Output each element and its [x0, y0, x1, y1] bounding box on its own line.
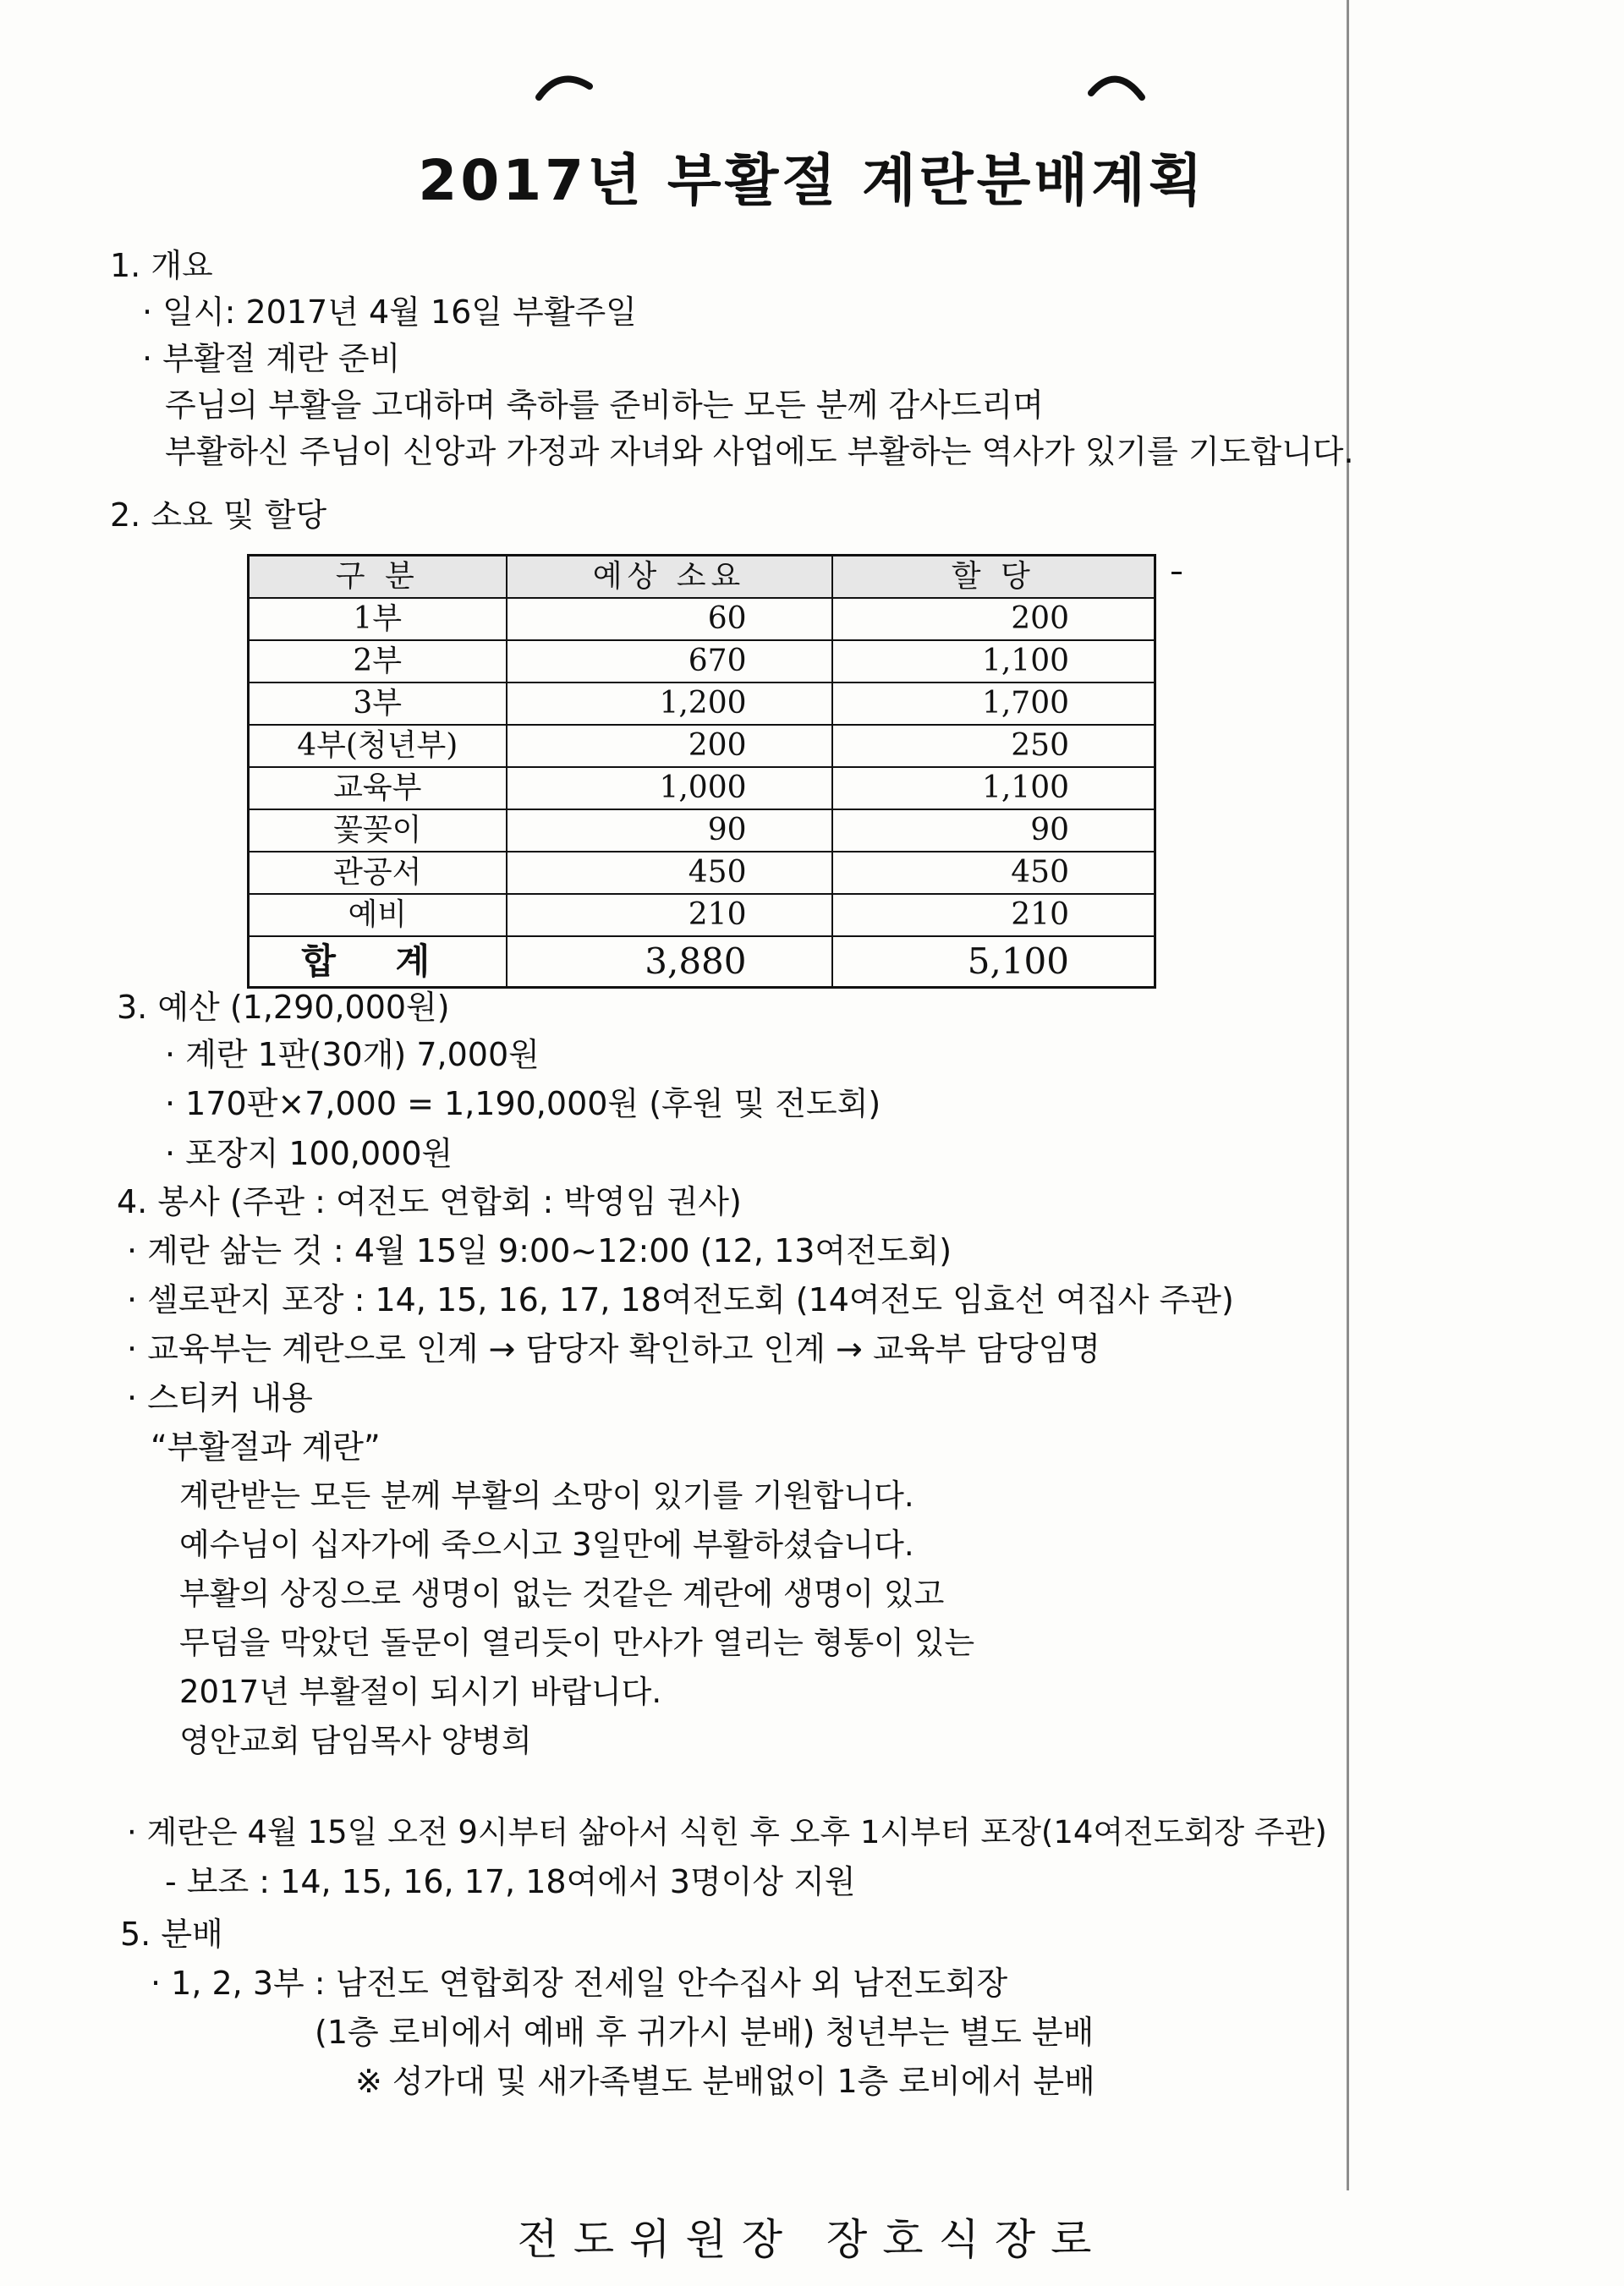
row-category: 1부 — [249, 598, 507, 640]
table-header-row — [249, 556, 1155, 599]
overview-prep: · 부활절 계란 준비 — [142, 340, 401, 377]
section-1-heading: 1. 개요 — [110, 247, 213, 284]
sticker-signature: 영안교회 담임목사 양병희 — [179, 1723, 532, 1759]
row-need: 90 — [507, 809, 832, 852]
distribution-item-1: · 1, 2, 3부 : 남전도 연합회장 전세일 안수집사 외 남전도회장 — [151, 1965, 1008, 2002]
row-need: 670 — [507, 640, 832, 683]
row-alloc: 200 — [832, 598, 1155, 640]
table-row — [249, 725, 1155, 767]
budget-item-2: · 170판×7,000 = 1,190,000원 (후원 및 전도회) — [165, 1085, 881, 1122]
section-4-heading: 4. 봉사 (주관 : 여전도 연합회 : 박영임 권사) — [117, 1183, 742, 1220]
row-alloc: 1,100 — [832, 640, 1155, 683]
stamp-mark-right — [1087, 68, 1146, 101]
row-category: 꽃꽂이 — [249, 809, 507, 852]
row-category: 2부 — [249, 640, 507, 683]
distribution-item-2: (1층 로비에서 예배 후 귀가시 분배) 청년부는 별도 분배 — [315, 2014, 1095, 2051]
stamp-mark-left — [535, 68, 594, 101]
total-need: 3,880 — [507, 936, 832, 988]
service-item-4: · 스티커 내용 — [127, 1379, 313, 1417]
total-alloc: 5,100 — [832, 936, 1155, 988]
row-need: 200 — [507, 725, 832, 767]
budget-item-3: · 포장지 100,000원 — [165, 1135, 453, 1172]
budget-item-1: · 계란 1판(30개) 7,000원 — [165, 1036, 540, 1073]
row-alloc: 90 — [832, 809, 1155, 852]
table-total-row — [249, 936, 1155, 988]
table-row — [249, 809, 1155, 852]
overview-date: · 일시: 2017년 4월 16일 부활주일 — [142, 293, 637, 331]
row-need: 1,200 — [507, 683, 832, 725]
column-header: 할 당 — [832, 556, 1155, 599]
stray-mark — [1171, 572, 1182, 574]
column-header: 구 분 — [249, 556, 507, 599]
service-item-1: · 계란 삶는 것 : 4월 15일 9:00~12:00 (12, 13여전도회) — [127, 1232, 952, 1269]
row-category: 3부 — [249, 683, 507, 725]
row-category: 관공서 — [249, 852, 507, 894]
row-alloc: 250 — [832, 725, 1155, 767]
row-alloc: 210 — [832, 894, 1155, 936]
service-item-3: · 교육부는 계란으로 인계 → 담당자 확인하고 인계 → 교육부 담당임명 — [127, 1330, 1100, 1368]
sticker-line: 무덤을 막았던 돌문이 열리듯이 만사가 열리는 형통이 있는 — [179, 1625, 975, 1661]
service-item-5: · 계란은 4월 15일 오전 9시부터 삶아서 식힌 후 오후 1시부터 포장(14여전도회장 주관) — [127, 1814, 1327, 1850]
row-need: 60 — [507, 598, 832, 640]
service-item-2: · 셀로판지 포장 : 14, 15, 16, 17, 18여전도회 (14여전도 임효선 여집사 주관) — [127, 1281, 1234, 1318]
scan-fold-line — [1347, 0, 1349, 2190]
table-row — [249, 683, 1155, 725]
sticker-line: 예수님이 십자가에 죽으시고 3일만에 부활하셨습니다. — [179, 1527, 914, 1563]
row-need: 450 — [507, 852, 832, 894]
column-header: 예상 소요 — [507, 556, 832, 599]
sticker-line: 2017년 부활절이 되시기 바랍니다. — [179, 1674, 662, 1710]
sticker-line: 부활의 상징으로 생명이 없는 것같은 계란에 생명이 있고 — [179, 1576, 945, 1612]
row-category: 4부(청년부) — [249, 725, 507, 767]
section-5-heading: 5. 분배 — [120, 1916, 223, 1953]
total-label: 합 계 — [249, 936, 507, 988]
row-need: 210 — [507, 894, 832, 936]
section-2-heading: 2. 소요 및 할당 — [110, 496, 327, 534]
table-row — [249, 598, 1155, 640]
table-row — [249, 894, 1155, 936]
table-row — [249, 767, 1155, 809]
table-row — [249, 852, 1155, 894]
overview-text-2: 부활하신 주님이 신앙과 가정과 자녀와 사업에도 부활하는 역사가 있기를 기도합니다. — [165, 433, 1354, 470]
service-item-6: - 보조 : 14, 15, 16, 17, 18여에서 3명이상 지원 — [165, 1863, 856, 1900]
row-category: 예비 — [249, 894, 507, 936]
page-title: 2017년 부활절 계란분배계획 — [418, 148, 1206, 213]
row-alloc: 450 — [832, 852, 1155, 894]
allocation-table — [247, 554, 1156, 989]
signature-footer: 전도위원장 장호식장로 — [517, 2215, 1107, 2264]
overview-text-1: 주님의 부활을 고대하며 축하를 준비하는 모든 분께 감사드리며 — [165, 386, 1044, 424]
table-row — [249, 640, 1155, 683]
row-alloc: 1,700 — [832, 683, 1155, 725]
sticker-title: “부활절과 계란” — [151, 1428, 381, 1466]
distribution-note: ※ 성가대 및 새가족별도 분배없이 1층 로비에서 분배 — [355, 2063, 1095, 2100]
row-category: 교육부 — [249, 767, 507, 809]
sticker-line: 계란받는 모든 분께 부활의 소망이 있기를 기원합니다. — [179, 1477, 914, 1514]
row-alloc: 1,100 — [832, 767, 1155, 809]
row-need: 1,000 — [507, 767, 832, 809]
section-3-heading: 3. 예산 (1,290,000원) — [117, 989, 450, 1026]
